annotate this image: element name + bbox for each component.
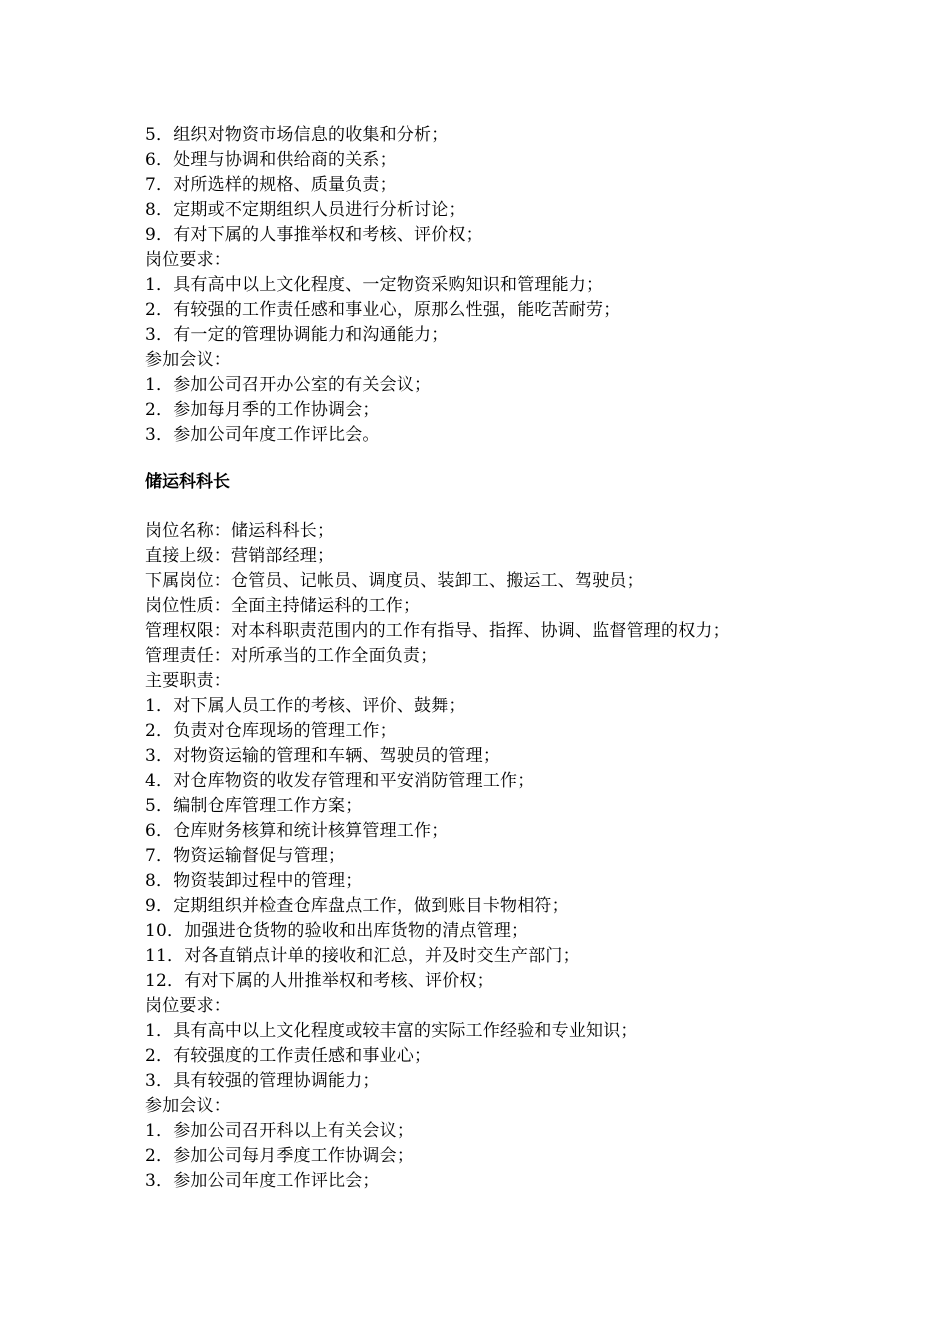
text-line: 下属岗位：仓管员、记帐员、调度员、装卸工、搬运工、驾驶员；: [145, 571, 644, 591]
text-line: 1．具有高中以上文化程度、一定物资采购知识和管理能力；: [145, 275, 604, 295]
text-line: 1．参加公司召开办公室的有关会议；: [145, 375, 432, 395]
text-line: 参加会议：: [145, 1096, 231, 1116]
text-line: 3．有一定的管理协调能力和沟通能力；: [145, 325, 449, 345]
text-line: 6．处理与协调和供给商的关系；: [145, 150, 397, 170]
text-line: 主要职责：: [145, 671, 231, 691]
text-line: 9．定期组织并检查仓库盘点工作，做到账目卡物相符；: [145, 896, 569, 916]
text-line: 1．具有高中以上文化程度或较丰富的实际工作经验和专业知识；: [145, 1021, 638, 1041]
text-line: 8．定期或不定期组织人员进行分析讨论；: [145, 200, 466, 220]
text-line: 3．具有较强的管理协调能力；: [145, 1071, 380, 1091]
text-line: 岗位名称：储运科科长；: [145, 521, 335, 541]
text-line: 1．对下属人员工作的考核、评价、鼓舞；: [145, 696, 466, 716]
section-1-lines: [145, 123, 865, 448]
text-line: 岗位要求：: [145, 996, 231, 1016]
text-line: 2．参加公司每月季度工作协调会；: [145, 1146, 415, 1166]
text-line: 参加会议：: [145, 350, 231, 370]
text-line: 2．有较强的工作责任感和事业心，原那么性强，能吃苦耐劳；: [145, 300, 621, 320]
text-line: 10．加强进仓货物的验收和出库货物的清点管理；: [145, 921, 529, 941]
text-line: 7．物资运输督促与管理；: [145, 846, 346, 866]
section-heading: 储运科科长: [145, 472, 230, 492]
text-line: 岗位性质：全面主持储运科的工作；: [145, 596, 421, 616]
text-line: 5．组织对物资市场信息的收集和分析；: [145, 125, 449, 145]
text-line: 4．对仓库物资的收发存管理和平安消防管理工作；: [145, 771, 535, 791]
text-line: 岗位要求：: [145, 250, 231, 270]
text-line: 管理责任：对所承当的工作全面负责；: [145, 646, 438, 666]
text-line: 3．参加公司年度工作评比会；: [145, 1171, 380, 1191]
text-line: 直接上级：营销部经理；: [145, 546, 335, 566]
text-line: 1．参加公司召开科以上有关会议；: [145, 1121, 415, 1141]
document-page: [145, 123, 865, 1194]
text-line: 2．有较强度的工作责任感和事业心；: [145, 1046, 432, 1066]
text-line: 11．对各直销点计单的接收和汇总，并及时交生产部门；: [145, 946, 580, 966]
text-line: 3．对物资运输的管理和车辆、驾驶员的管理；: [145, 746, 501, 766]
text-line: 6．仓库财务核算和统计核算管理工作；: [145, 821, 449, 841]
text-line: 9．有对下属的人事推举权和考核、评价权；: [145, 225, 483, 245]
text-line: 2．负责对仓库现场的管理工作；: [145, 721, 397, 741]
text-line: 7．对所选样的规格、质量负责；: [145, 175, 397, 195]
text-line: 5．编制仓库管理工作方案；: [145, 796, 363, 816]
text-line: 8．物资装卸过程中的管理；: [145, 871, 363, 891]
text-line: 3．参加公司年度工作评比会。: [145, 425, 380, 445]
text-line: 2．参加每月季的工作协调会；: [145, 400, 380, 420]
section-2-lines: [145, 519, 865, 1194]
text-line: 管理权限：对本科职责范围内的工作有指导、指挥、协调、监督管理的权力；: [145, 621, 730, 641]
text-line: 12．有对下属的人卅推举权和考核、评价权；: [145, 971, 494, 991]
